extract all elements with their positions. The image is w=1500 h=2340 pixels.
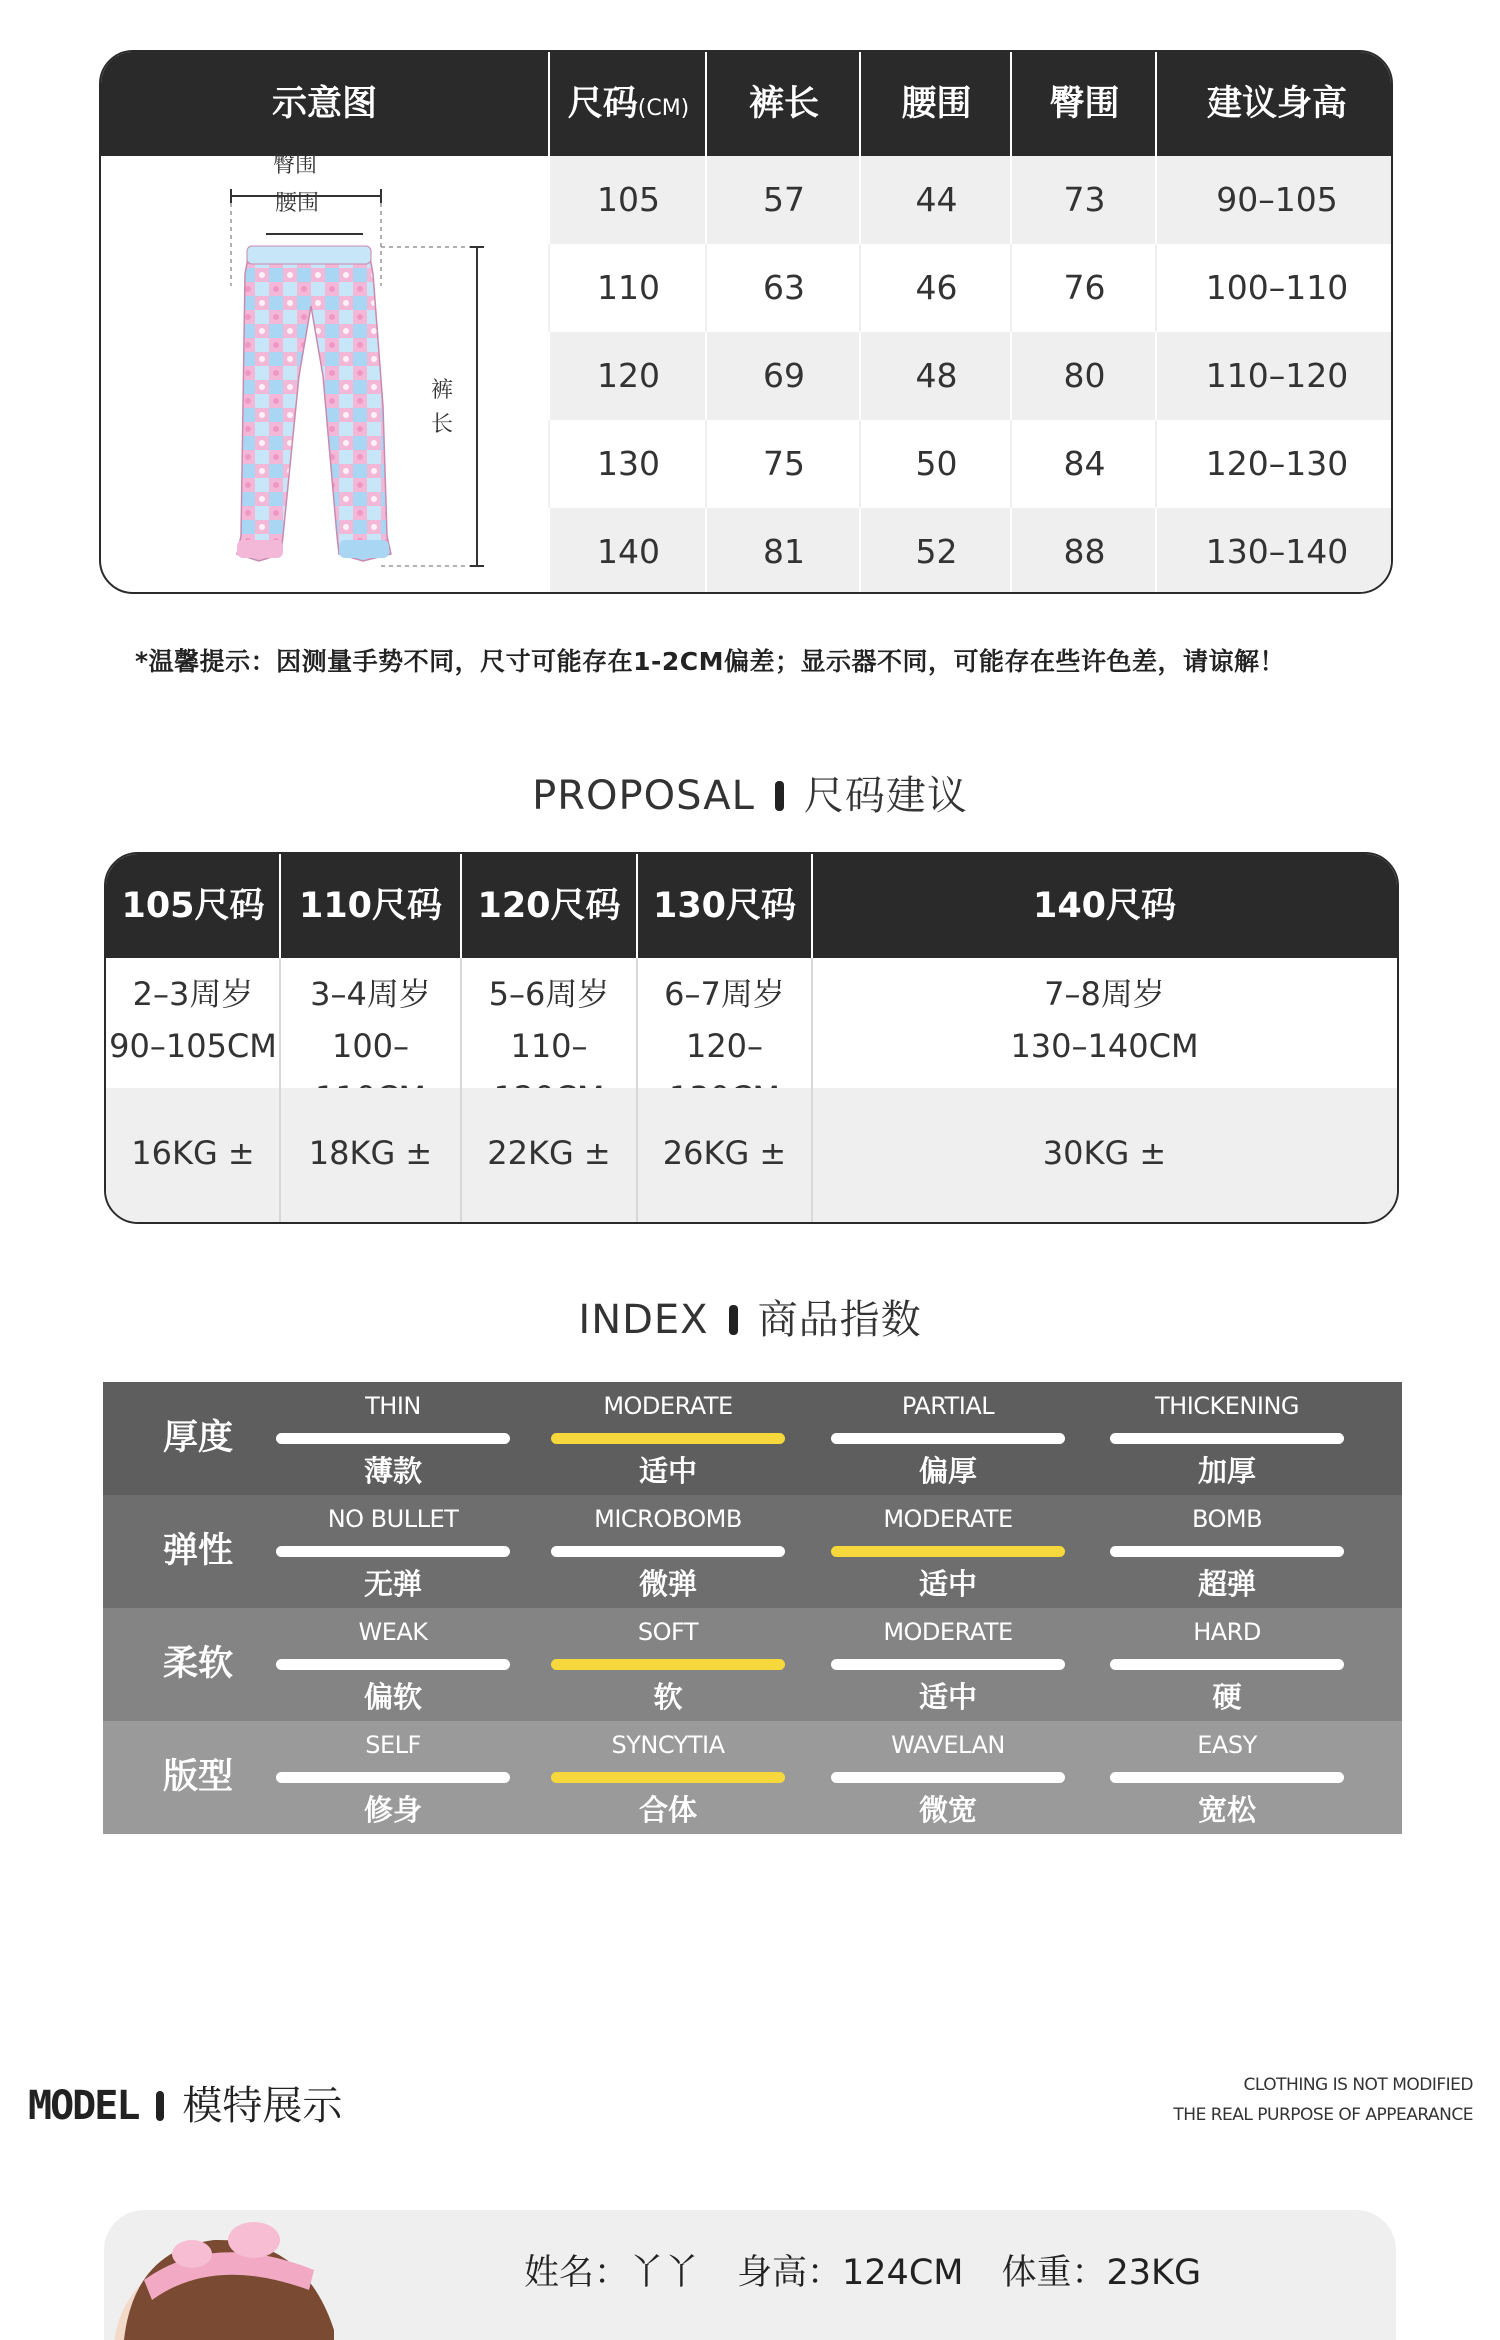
- index-option-cn: 无弹: [363, 1567, 422, 1601]
- size-cell-waist: 50: [859, 420, 1012, 508]
- proposal-size-head: 140尺码: [1032, 886, 1177, 926]
- diagram-label-waist: 腰围: [275, 191, 320, 216]
- size-cell-hip: 73: [1010, 156, 1157, 244]
- size-cell-height: 100–110: [1155, 244, 1393, 332]
- proposal-weight: 22KG ±: [461, 1088, 637, 1222]
- index-option: [276, 1382, 510, 1495]
- proposal-age-height: [812, 958, 1397, 1088]
- index-option-en: PARTIAL: [901, 1392, 995, 1420]
- index-row-label: 弹性: [162, 1531, 233, 1571]
- index-option-cn: 适中: [918, 1567, 977, 1601]
- header-size-label: 尺码: [567, 84, 638, 124]
- proposal-column: [637, 854, 812, 1222]
- size-cell-length: 75: [705, 420, 861, 508]
- model-photo: [104, 2210, 364, 2340]
- size-row: [548, 156, 1391, 244]
- measurement-notice: *温馨提示：因测量手势不同，尺寸可能存在1-2CM偏差；显示器不同，可能存在些许色差，请谅解！: [135, 647, 1285, 676]
- index-title-en: INDEX: [578, 1297, 709, 1343]
- proposal-height: 90–105CM: [109, 1027, 277, 1065]
- proposal-divider: [460, 854, 462, 958]
- index-option-en: MICROBOMB: [594, 1505, 742, 1533]
- index-option-cn: 适中: [638, 1454, 697, 1488]
- model-title-en: MODEL: [28, 2083, 139, 2129]
- model-weight: 体重：23KG: [1001, 2253, 1202, 2293]
- size-cell-height: 130–140: [1155, 508, 1393, 594]
- proposal-size-head: 110尺码: [298, 886, 443, 926]
- index-row: [103, 1382, 1402, 1495]
- index-option-cn: 微弹: [638, 1567, 697, 1601]
- proposal-height: 110–: [510, 1027, 588, 1065]
- proposal-divider: [279, 958, 281, 1222]
- header-diagram: 示意图: [271, 84, 377, 124]
- index-row-label: 版型: [162, 1757, 233, 1797]
- index-option: [551, 1721, 785, 1834]
- model-note-line2: THE REAL PURPOSE OF APPEARANCE: [1173, 2105, 1473, 2125]
- proposal-divider: [811, 958, 813, 1222]
- index-option-en: SELF: [365, 1731, 421, 1759]
- proposal-weight: 16KG ±: [106, 1088, 280, 1222]
- index-option-en: NO BULLET: [327, 1505, 459, 1533]
- size-cell-height: 90–105: [1155, 156, 1393, 244]
- index-level-bar: [551, 1546, 785, 1557]
- index-option: [551, 1608, 785, 1721]
- model-height: 身高：124CM: [737, 2253, 964, 2293]
- proposal-height: 100–: [331, 1027, 410, 1065]
- size-cell-hip: 76: [1010, 244, 1157, 332]
- pants-diagram: [101, 153, 548, 592]
- index-option-en: SYNCYTIA: [611, 1731, 725, 1759]
- index-option-cn: 偏厚: [918, 1454, 977, 1488]
- proposal-column: [106, 854, 280, 1222]
- title-divider-bar: [156, 2091, 164, 2121]
- model-section-title: [28, 2074, 342, 2131]
- proposal-weight: 26KG ±: [637, 1088, 812, 1222]
- index-option-cn: 薄款: [363, 1454, 422, 1488]
- proposal-column: [812, 854, 1397, 1222]
- index-option-cn: 软: [653, 1680, 683, 1714]
- proposal-age-height: [106, 958, 280, 1088]
- proposal-height: 120–: [685, 1027, 764, 1065]
- index-level-bar: [1110, 1433, 1344, 1444]
- index-level-bar: [276, 1659, 510, 1670]
- proposal-size-head: 105尺码: [121, 886, 265, 926]
- index-option-cn: 加厚: [1197, 1454, 1256, 1488]
- index-level-bar: [1110, 1659, 1344, 1670]
- index-option: [276, 1721, 510, 1834]
- size-cell-waist: 46: [859, 244, 1012, 332]
- diagram-label-length: 裤 长: [430, 378, 453, 437]
- header-size-unit: (CM): [637, 96, 690, 121]
- index-option: [551, 1382, 785, 1495]
- index-option-en: HARD: [1193, 1618, 1261, 1646]
- index-level-bar-selected: [551, 1659, 785, 1670]
- index-option-cn: 偏软: [363, 1680, 422, 1714]
- model-note-line1: CLOTHING IS NOT MODIFIED: [1243, 2075, 1473, 2095]
- index-option: [276, 1608, 510, 1721]
- proposal-age: 7–8周岁: [1044, 975, 1165, 1013]
- size-cell-hip: 88: [1010, 508, 1157, 594]
- index-option-en: MODERATE: [603, 1392, 733, 1420]
- index-option: [831, 1721, 1065, 1834]
- index-option-en: THICKENING: [1154, 1392, 1300, 1420]
- size-cell-size: 130: [548, 420, 707, 508]
- index-option: [1110, 1721, 1344, 1834]
- index-option-en: WEAK: [358, 1618, 428, 1646]
- index-option-en: MODERATE: [883, 1505, 1013, 1533]
- index-row-label: 柔软: [162, 1644, 233, 1684]
- proposal-weight: 30KG ±: [812, 1088, 1397, 1222]
- proposal-title-en: PROPOSAL: [532, 773, 755, 819]
- index-option: [831, 1495, 1065, 1608]
- size-cell-waist: 48: [859, 332, 1012, 420]
- size-cell-size: 110: [548, 244, 707, 332]
- size-cell-size: 105: [548, 156, 707, 244]
- index-option-cn: 修身: [363, 1793, 422, 1827]
- proposal-age: 5–6周岁: [488, 975, 610, 1013]
- title-divider-bar: [775, 781, 784, 811]
- header-size: [548, 52, 707, 156]
- index-level-bar: [276, 1772, 510, 1783]
- proposal-title-cn: 尺码建议: [803, 773, 968, 819]
- proposal-age-height: [461, 958, 637, 1088]
- size-cell-length: 81: [705, 508, 861, 594]
- index-option-en: MODERATE: [883, 1618, 1013, 1646]
- size-cell-length: 63: [705, 244, 861, 332]
- model-name: 姓名：丫丫: [524, 2253, 700, 2293]
- index-title-cn: 商品指数: [757, 1297, 922, 1343]
- size-cell-length: 69: [705, 332, 861, 420]
- size-chart-header: [101, 52, 1391, 156]
- size-proposal-table: [104, 852, 1399, 1224]
- title-divider-bar: [729, 1305, 738, 1335]
- index-option-en: BOMB: [1191, 1505, 1263, 1533]
- index-option: [831, 1608, 1065, 1721]
- index-option: [831, 1382, 1065, 1495]
- index-option-cn: 适中: [918, 1680, 977, 1714]
- proposal-divider: [460, 958, 462, 1222]
- index-level-bar-selected: [831, 1546, 1065, 1557]
- size-row: [548, 420, 1391, 508]
- index-level-bar: [831, 1772, 1065, 1783]
- index-level-bar: [1110, 1772, 1344, 1783]
- index-row-label: 厚度: [162, 1418, 233, 1458]
- proposal-age: 2–3周岁: [132, 975, 254, 1013]
- index-level-bar-selected: [551, 1772, 785, 1783]
- product-index-panel: [103, 1382, 1402, 1835]
- proposal-height: 130–140CM: [1010, 1027, 1199, 1065]
- size-cell-waist: 44: [859, 156, 1012, 244]
- size-row: [548, 244, 1391, 332]
- size-cell-length: 57: [705, 156, 861, 244]
- proposal-divider: [636, 854, 638, 958]
- size-cell-height: 120–130: [1155, 420, 1393, 508]
- model-title-cn: 模特展示: [182, 2083, 343, 2129]
- index-level-bar: [276, 1433, 510, 1444]
- size-cell-height: 110–120: [1155, 332, 1393, 420]
- index-row: [103, 1721, 1402, 1834]
- proposal-age-height: [637, 958, 812, 1088]
- model-note: [1000, 2070, 1473, 2130]
- index-option-cn: 合体: [638, 1793, 697, 1827]
- size-cell-hip: 80: [1010, 332, 1157, 420]
- proposal-column: [280, 854, 461, 1222]
- index-level-bar: [1110, 1546, 1344, 1557]
- size-cell-size: 120: [548, 332, 707, 420]
- proposal-divider: [636, 958, 638, 1222]
- size-row: [548, 332, 1391, 420]
- index-level-bar: [831, 1433, 1065, 1444]
- size-chart-table: [99, 50, 1393, 594]
- proposal-age: 3–4周岁: [310, 975, 431, 1013]
- index-option: [276, 1495, 510, 1608]
- index-option: [1110, 1495, 1344, 1608]
- index-level-bar-selected: [551, 1433, 785, 1444]
- proposal-column: [461, 854, 637, 1222]
- index-option: [551, 1495, 785, 1608]
- index-option-en: WAVELAN: [891, 1731, 1005, 1759]
- proposal-divider: [811, 854, 813, 958]
- index-option: [1110, 1382, 1344, 1495]
- pants-illustration: [101, 156, 548, 592]
- proposal-size-head: 120尺码: [477, 886, 621, 926]
- index-level-bar: [831, 1659, 1065, 1670]
- index-row: [103, 1608, 1402, 1721]
- index-option-en: SOFT: [637, 1618, 699, 1646]
- index-option-en: THIN: [365, 1392, 421, 1420]
- index-option-cn: 硬: [1212, 1680, 1242, 1714]
- proposal-divider: [279, 854, 281, 958]
- index-option-en: EASY: [1197, 1731, 1257, 1759]
- index-option: [1110, 1608, 1344, 1721]
- proposal-weight: 18KG ±: [280, 1088, 461, 1222]
- index-option-cn: 超弹: [1197, 1567, 1256, 1601]
- proposal-age: 6–7周岁: [664, 975, 785, 1013]
- index-row: [103, 1495, 1402, 1608]
- index-option-cn: 微宽: [918, 1793, 977, 1827]
- header-height: 建议身高: [1155, 52, 1393, 156]
- proposal-size-head: 130尺码: [652, 886, 797, 926]
- index-level-bar: [276, 1546, 510, 1557]
- size-cell-waist: 52: [859, 508, 1012, 594]
- diagram-label-hip: 臀围: [273, 153, 318, 178]
- proposal-section-title: [0, 764, 1500, 821]
- size-cell-hip: 84: [1010, 420, 1157, 508]
- size-row: [548, 508, 1391, 594]
- header-length: 裤长: [705, 52, 861, 156]
- model-info: [524, 2245, 1239, 2295]
- proposal-age-height: [280, 958, 461, 1088]
- header-hip: 臀围: [1010, 52, 1157, 156]
- index-option-cn: 宽松: [1197, 1793, 1256, 1827]
- header-waist: 腰围: [859, 52, 1012, 156]
- size-cell-size: 140: [548, 508, 707, 594]
- index-section-title: [0, 1288, 1500, 1345]
